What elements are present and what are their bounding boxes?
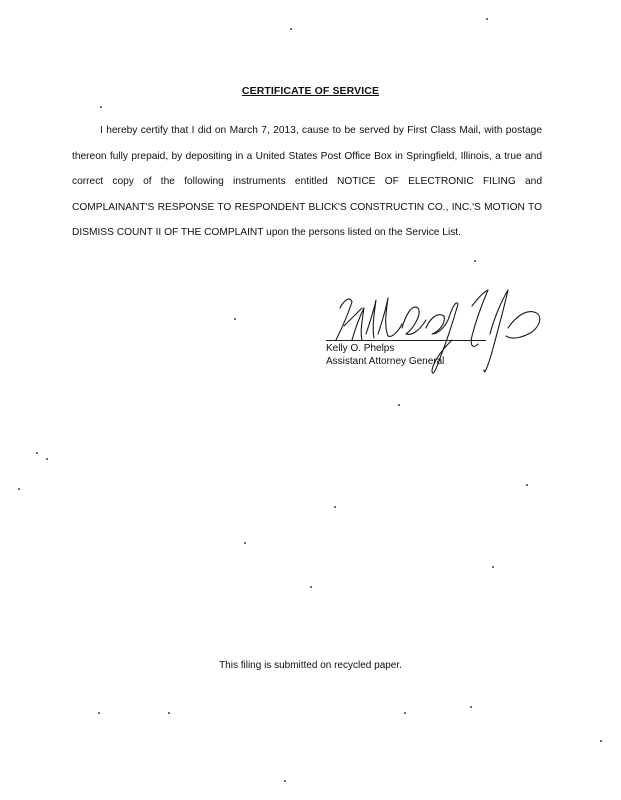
signer-name: Kelly O. Phelps bbox=[326, 343, 395, 354]
scan-speck bbox=[398, 404, 400, 406]
scan-speck bbox=[526, 484, 528, 486]
scan-speck bbox=[334, 506, 336, 508]
recycled-paper-note: This filing is submitted on recycled paper. bbox=[219, 660, 402, 671]
scan-speck bbox=[474, 260, 476, 262]
scan-speck bbox=[290, 28, 292, 30]
scan-speck bbox=[98, 712, 100, 714]
scan-speck bbox=[100, 106, 102, 108]
scan-speck bbox=[470, 706, 472, 708]
scan-speck bbox=[486, 18, 488, 20]
scan-speck bbox=[600, 740, 602, 742]
scan-speck bbox=[46, 458, 48, 460]
scan-speck bbox=[244, 542, 246, 544]
certificate-body: I hereby certify that I did on March 7, 2013, cause to be served by First Class Mail, with postage thereon fully prepaid, by depositing in a United States Post Office Box in Springfield, Illinois, a true and correct copy of the following instruments entitled NOTICE OF ELECTRONIC FILING and COMPLAINANT'S RESPONSE TO RESPONDENT BLICK'S CONSTRUCTIN CO., INC.'S MOTION TO DISMISS COUNT II OF THE COMPLAINT upon the persons listed on the Service List. bbox=[72, 125, 542, 239]
scan-speck bbox=[404, 712, 406, 714]
signer-title: Assistant Attorney General bbox=[326, 356, 445, 367]
scan-speck bbox=[310, 586, 312, 588]
handwritten-signature bbox=[322, 278, 554, 390]
scan-speck bbox=[234, 318, 236, 320]
certificate-title: CERTIFICATE OF SERVICE bbox=[241, 85, 380, 97]
scan-speck bbox=[492, 566, 494, 568]
scan-speck bbox=[168, 712, 170, 714]
scan-speck bbox=[36, 452, 38, 454]
scan-speck bbox=[18, 488, 20, 490]
signature-line bbox=[326, 340, 486, 341]
scan-speck bbox=[284, 780, 286, 782]
